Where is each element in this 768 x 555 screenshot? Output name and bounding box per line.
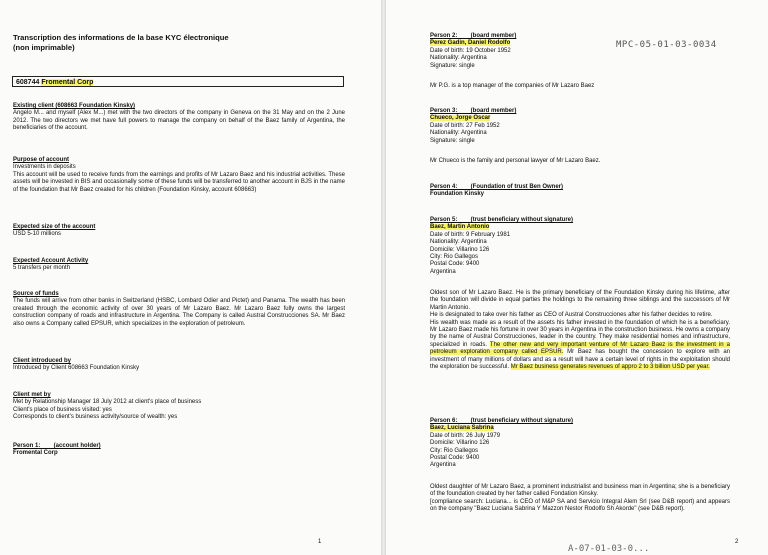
- person5-domicile: Domicile: Villarino 126: [430, 246, 490, 253]
- person6-city: City: Rio Gallegos: [430, 447, 479, 454]
- expected-activity-heading: Expected Account Activity: [13, 258, 89, 264]
- person5-paragraph-2: He is designated to take over his father as CEO of Austral Construcciones after his father decides to retire.: [430, 312, 713, 319]
- client-introduced-value: Introduced by Client 608663 Foundation Kinsky: [13, 365, 140, 372]
- source-funds-text: The funds will arrive from other banks in Switzerland (HSBC, Lombard Odier and Pictet) and Panama. The wealth has been created through the economic activity of over 30 years of Mr Lazaro Baez. Mr Lazaro Baez fully owns the largest construction company of roads and infrastructure in Argentina. The Company is called Austral Construcciones SA. Mr Baez also owns a Company called EPSUR, which specializes in the exploration of petroleum.: [13, 298, 345, 327]
- person5-paragraph-1: Oldest son of Mr Lazaro Baez. He is the primary beneficiary of the Foundation Kinsky during his lifetime, after the foundation will divide in equal parties the holdings to the remaining three siblings and the successors of Mr Martin Antonio.: [430, 290, 730, 311]
- person5-name: Baez, Martin Antonio: [430, 224, 490, 231]
- person5-heading: Person 5: (trust beneficiary without signature): [430, 217, 574, 223]
- section-person-2: [430, 33, 730, 70]
- person5-paragraph-3: [430, 320, 730, 372]
- existing-client-heading: Existing client (608663 Foundation Kinsky): [13, 103, 136, 109]
- page-number-right: 2: [735, 539, 739, 545]
- expected-size-value: USD 5-10 millions: [13, 231, 62, 238]
- person5-revenue-highlight: Mr Baez business generates revenues of appro 2 to 3 billion USD per year.: [510, 364, 710, 371]
- person6-country: Argentina: [430, 462, 456, 469]
- person6-domicile: Domicile: Villarino 126: [430, 440, 490, 447]
- client-met-heading: Client met by: [13, 392, 51, 398]
- person2-note: Mr P.G. is a top manager of the companies of Mr Lazaro Baez: [430, 83, 595, 89]
- person1-name: Fromental Corp: [13, 450, 58, 457]
- person6-heading: Person 6: (trust beneficiary without signature): [430, 418, 574, 424]
- person6-name: Baez, Luciana Sabrina: [430, 425, 494, 432]
- source-funds-heading: Source of funds: [13, 291, 59, 297]
- person4-name: Foundation Kinsky: [430, 191, 484, 198]
- person5-epsur-highlight: The other new and very important venture of Mr Lazaro Baez is the investment in a petroleum exploration company called EPSUR.: [430, 341, 730, 356]
- section-purpose: [13, 157, 345, 194]
- document-title: [13, 33, 313, 52]
- person5-city: City: Rio Gallegos: [430, 254, 479, 261]
- person5-description: [430, 290, 730, 371]
- person5-country: Argentina: [430, 268, 456, 275]
- person3-heading: Person 3: (board member): [430, 108, 517, 114]
- section-expected-activity: [13, 258, 345, 273]
- person6-paragraph-1: Oldest daughter of Mr Lazaro Baez, a prominent industrialist and business man in Argentina; she is a beneficiary of the foundation created by her father called Fondation Kinsky.: [430, 484, 730, 498]
- person6-paragraph-2: [compliance search: Luciana... is CEO of M&P SA and Servicio Integral Alem Srl (see D&B report) and appears on the company "Baez Luciana Sabrina Y Mazzon Nestor Rodolfo Sh Akorde" (see D&B report).: [430, 498, 730, 513]
- person3-signature: Signature: single: [430, 137, 475, 144]
- account-number: 608744: [16, 79, 40, 86]
- client-met-line3: Corresponds to client's business activity/source of wealth: yes: [13, 414, 178, 421]
- account-reference-box: [12, 76, 344, 87]
- page-left: [0, 0, 381, 555]
- section-client-met: [13, 392, 345, 422]
- person2-name: Perez Gadin, Daniel Rodolfo: [430, 40, 511, 47]
- person1-heading: Person 1: (account holder): [13, 443, 101, 449]
- purpose-heading: Purpose of account: [13, 157, 70, 163]
- person5-concession-text: Mr Baez has bought the concession to explore with an investment of many millions of dollars and as a result will have a certain level of rights in the exploitation should the exploration be successful.: [430, 349, 731, 371]
- account-name: Fromental Corp: [41, 79, 94, 86]
- client-met-line2: Client's place of business visited: yes: [13, 406, 112, 413]
- person6-postal: Postal Code: 9400: [430, 455, 480, 462]
- person3-name: Chueco, Jorge Oscar: [430, 115, 491, 122]
- page-number-left: 1: [318, 539, 322, 545]
- section-existing-client: [13, 103, 345, 133]
- person3-dob: Date of birth: 27 Feb 1952: [430, 122, 500, 129]
- section-person-6: [430, 418, 730, 470]
- expected-activity-value: 5 transfers per month: [13, 265, 71, 272]
- person2-signature: Signature: single: [430, 62, 475, 69]
- person2-dob: Date of birth: 19 October 1952: [430, 47, 511, 54]
- person6-dob: Date of birth: 26 July 1979: [430, 432, 501, 439]
- person5-nationality: Nationality: Argentina: [430, 239, 487, 246]
- client-introduced-heading: Client introduced by: [13, 358, 72, 364]
- person4-heading: Person 4: (Foundation of trust Ben Owner): [430, 184, 564, 190]
- section-person-4: [430, 184, 730, 199]
- person5-postal: Postal Code: 9400: [430, 261, 480, 268]
- title-line-2: (non imprimable): [13, 42, 75, 52]
- existing-client-text: Angelo M... and myself (Alex M...) met with the two directors of the company in Geneva on the 31 May and on the 2 June 2012. The two directors we met have full powers to manage the company on behalf of the Baez family of Argentina, the beneficiaries of the account.: [13, 110, 345, 132]
- purpose-text: This account will be used to receive funds from the earnings and profits of Mr Lazaro Baez and his industrial activities. These assets will be invested in BIS and occasionally some of these funds will be transferred to another account in BJS in the name of the foundation that Mr Baez created for his children (Foundation Kinsky, account 608663): [13, 171, 345, 193]
- person3-note: Mr Chueco is the family and personal lawyer of Mr Lazaro Baez.: [430, 158, 601, 164]
- person2-heading: Person 2: (board member): [430, 33, 517, 39]
- document-stamp: MPC-05-01-03-0034: [616, 40, 717, 50]
- section-source-of-funds: [13, 291, 345, 328]
- person6-description: [430, 484, 730, 514]
- section-client-introduced: [13, 358, 345, 373]
- title-line-1: Transcription des informations de la base KYC électronique: [13, 33, 229, 42]
- bottom-stamp: A-07-01-03-0...: [568, 544, 650, 554]
- person3-nationality: Nationality: Argentina: [430, 130, 487, 137]
- person5-wealth-text: His wealth was made as a result of the assets his father invested in the foundation of which he is a beneficiary. Mr Lazaro Baez made his fortune in over 30 years in Argentina in the construction business. He owns a company by the name of Austral Construcciones, leader in the country. They make residential homes and infrastructure, specialized in roads.: [430, 319, 730, 348]
- section-person-1: [13, 443, 345, 458]
- section-expected-size: [13, 224, 345, 239]
- section-person-5: [430, 217, 730, 276]
- page-right: [386, 0, 768, 555]
- person2-nationality: Nationality: Argentina: [430, 55, 487, 62]
- expected-size-heading: Expected size of the account: [13, 224, 96, 230]
- client-met-line1: Met by Relationship Manager 18 July 2012 at client's place of business: [13, 399, 202, 406]
- section-person-3: [430, 108, 730, 145]
- person5-dob: Date of birth: 9 February 1981: [430, 231, 511, 238]
- purpose-line1: Investments in deposits: [13, 164, 76, 171]
